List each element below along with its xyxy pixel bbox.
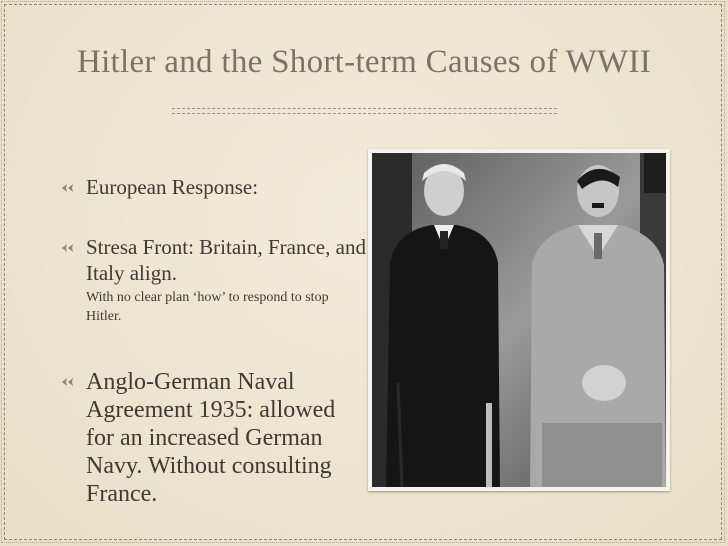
- slide-title: Hitler and the Short-term Causes of WWII: [76, 44, 652, 80]
- fleur-bullet-icon: [60, 181, 76, 195]
- fleur-bullet-icon: [60, 375, 76, 389]
- bullet-text: Anglo-German Naval Agreement 1935: allowed for an increased German Navy. Without consulting France.: [86, 369, 336, 507]
- bullet-subtext: With no clear plan ‘how’ to respond to stop Hitler.: [86, 290, 329, 324]
- title-divider: [172, 108, 557, 114]
- fleur-bullet-icon: [60, 241, 76, 255]
- historical-photo: [368, 149, 670, 491]
- bullet-text: European Response:: [86, 175, 259, 199]
- bullet-text: Stresa Front: Britain, France, and Italy align.: [86, 235, 366, 285]
- photo-image: [372, 153, 666, 487]
- bullet-content: [86, 234, 366, 326]
